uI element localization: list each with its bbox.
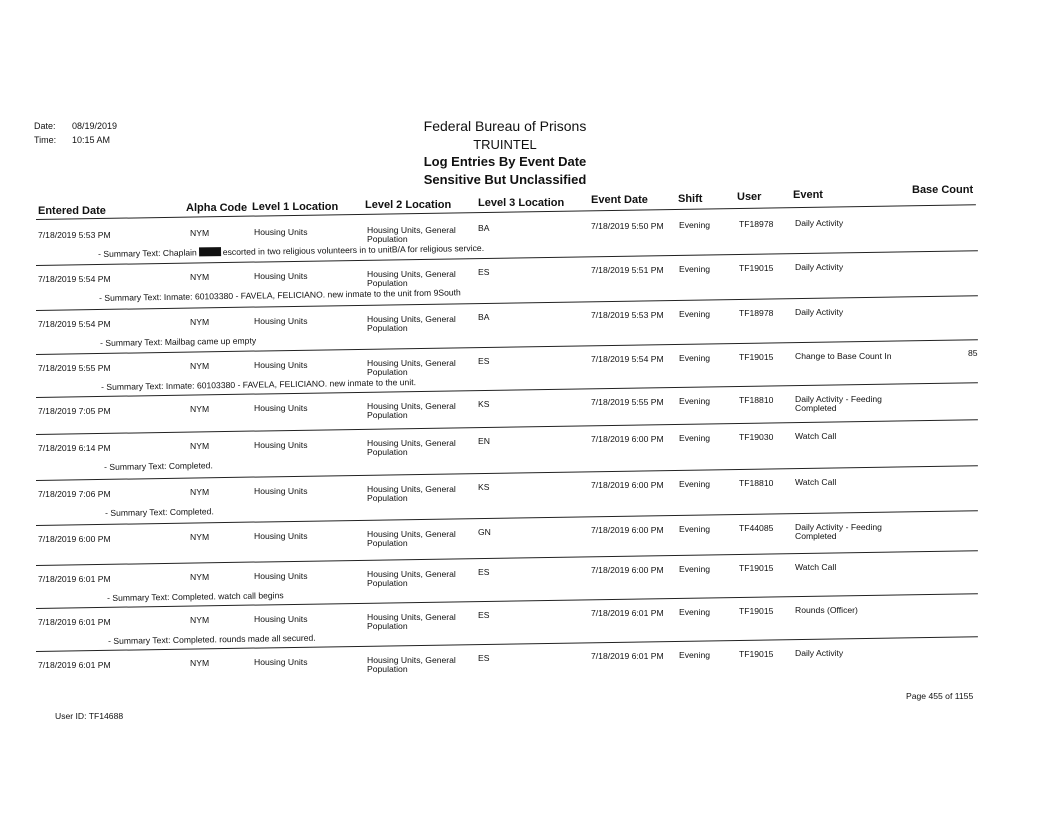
cell-level2: Housing Units, General Population	[367, 654, 456, 674]
cell-level3: GN	[478, 526, 491, 537]
cell-level3: ES	[478, 566, 490, 577]
cell-event: Change to Base Count In	[795, 350, 892, 361]
cell-event-date: 7/18/2019 6:00 PM	[591, 480, 664, 491]
cell-user: TF19030	[739, 431, 774, 442]
cell-level1: Housing Units	[254, 570, 308, 581]
cell-event: Watch Call	[795, 476, 837, 487]
cell-shift: Evening	[679, 263, 711, 274]
cell-level1: Housing Units	[254, 613, 308, 624]
cell-shift: Evening	[679, 563, 711, 574]
col-entered-date: Entered Date	[38, 205, 106, 217]
cell-entered-date: 7/18/2019 7:06 PM	[38, 489, 111, 499]
summary-text: - Summary Text: Mailbag came up empty	[100, 335, 257, 348]
cell-user: TF19015	[739, 648, 774, 659]
cell-shift: Evening	[679, 352, 711, 363]
cell-level2: Housing Units, General Population	[367, 437, 456, 457]
summary-text: - Summary Text: Completed.	[103, 460, 213, 472]
cell-alpha-code: NYM	[190, 271, 210, 282]
cell-event-date: 7/18/2019 6:01 PM	[591, 651, 664, 662]
cell-level1: Housing Units	[254, 359, 308, 370]
cell-level3: ES	[478, 609, 490, 620]
cell-alpha-code: NYM	[190, 531, 210, 542]
cell-level2: Housing Units, General Population	[367, 357, 456, 377]
cell-alpha-code: NYM	[190, 440, 210, 451]
summary-text-after: escorted in two religious volunteers in to unitB/A for religious service.	[222, 242, 485, 258]
cell-event: Daily Activity	[795, 647, 844, 658]
cell-level2: Housing Units, General Population	[367, 611, 456, 631]
cell-level3: BA	[478, 311, 490, 322]
col-user: User	[737, 191, 762, 203]
cell-user: TF19015	[739, 262, 774, 273]
cell-entered-date: 7/18/2019 6:01 PM	[38, 617, 111, 627]
cell-level2: Housing Units, General Population	[367, 483, 456, 503]
cell-level3: ES	[478, 652, 490, 663]
time-value: 10:15 AM	[72, 135, 111, 145]
cell-shift: Evening	[679, 395, 711, 406]
cell-alpha-code: NYM	[190, 316, 210, 327]
col-level3: Level 3 Location	[478, 197, 565, 209]
cell-entered-date: 7/18/2019 7:05 PM	[38, 406, 111, 416]
cell-shift: Evening	[679, 432, 711, 443]
cell-event-date: 7/18/2019 5:50 PM	[591, 221, 664, 232]
cell-level3: EN	[478, 435, 490, 446]
cell-event-date: 7/18/2019 6:00 PM	[591, 434, 664, 445]
system-title: TRUINTEL	[473, 137, 537, 152]
cell-event: Daily Activity	[795, 217, 844, 228]
cell-level2: Housing Units, General Population	[367, 313, 456, 333]
cell-shift: Evening	[679, 308, 711, 319]
classification-title: Sensitive But Unclassified	[423, 172, 587, 187]
cell-alpha-code: NYM	[190, 486, 210, 497]
cell-level1: Housing Units	[254, 402, 308, 413]
cell-level3: KS	[478, 398, 490, 409]
cell-event: Daily Activity	[795, 261, 844, 272]
cell-entered-date: 7/18/2019 5:55 PM	[38, 363, 111, 373]
date-value: 08/19/2019	[72, 121, 118, 131]
cell-event: Watch Call	[795, 430, 837, 441]
summary-text: - Summary Text: Inmate: 60103380 - FAVELA, FELICIANO. new inmate to the unit.	[101, 377, 417, 392]
cell-entered-date: 7/18/2019 5:54 PM	[38, 274, 111, 284]
summary-text: - Summary Text: Completed. watch call begins	[106, 590, 284, 603]
col-event-date: Event Date	[591, 194, 648, 206]
cell-level3: KS	[478, 481, 490, 492]
cell-event: Daily Activity - Feeding Completed	[795, 393, 882, 413]
cell-event-date: 7/18/2019 5:53 PM	[591, 310, 664, 321]
cell-event-date: 7/18/2019 5:54 PM	[591, 354, 664, 365]
cell-level1: Housing Units	[254, 485, 308, 496]
summary-text	[98, 243, 484, 259]
cell-level2: Housing Units, General Population	[367, 400, 456, 420]
redaction-block	[199, 247, 221, 256]
cell-alpha-code: NYM	[190, 657, 210, 668]
cell-user: TF19015	[739, 351, 774, 362]
cell-entered-date: 7/18/2019 6:01 PM	[38, 660, 111, 670]
date-label: Date:	[34, 121, 56, 131]
cell-entered-date: 7/18/2019 6:14 PM	[38, 443, 111, 453]
page-number: Page 455 of 1155	[906, 691, 974, 701]
summary-text: - Summary Text: Completed. rounds made all secured.	[107, 632, 316, 646]
cell-user: TF44085	[739, 522, 774, 533]
cell-level3: ES	[478, 266, 490, 277]
cell-user: TF19015	[739, 562, 774, 573]
cell-alpha-code: NYM	[190, 403, 210, 414]
col-shift: Shift	[678, 193, 703, 205]
cell-shift: Evening	[679, 219, 711, 230]
report-title: Log Entries By Event Date	[423, 154, 587, 169]
cell-entered-date: 7/18/2019 5:53 PM	[38, 230, 111, 240]
cell-event-date: 7/18/2019 6:00 PM	[591, 525, 664, 536]
cell-level2: Housing Units, General Population	[367, 224, 456, 244]
cell-shift: Evening	[679, 523, 711, 534]
cell-level1: Housing Units	[254, 270, 308, 281]
cell-event-date: 7/18/2019 6:01 PM	[591, 608, 664, 619]
cell-level1: Housing Units	[254, 439, 308, 450]
cell-level2: Housing Units, General Population	[367, 528, 456, 548]
cell-alpha-code: NYM	[190, 571, 210, 582]
cell-user: TF18810	[739, 394, 774, 405]
cell-level2: Housing Units, General Population	[367, 268, 456, 288]
cell-entered-date: 7/18/2019 6:00 PM	[38, 534, 111, 544]
col-level1: Level 1 Location	[252, 201, 339, 213]
cell-user: TF18978	[739, 307, 774, 318]
cell-alpha-code: NYM	[190, 360, 210, 371]
summary-text: - Summary Text: Completed.	[104, 506, 214, 518]
cell-shift: Evening	[679, 606, 711, 617]
cell-event-date: 7/18/2019 5:51 PM	[591, 265, 664, 276]
cell-event: Watch Call	[795, 561, 837, 572]
user-id: User ID: TF14688	[55, 711, 124, 721]
col-alpha-code: Alpha Code	[186, 202, 248, 214]
col-base-count: Base Count	[912, 184, 974, 196]
report-date	[34, 121, 117, 131]
cell-shift: Evening	[679, 649, 711, 660]
cell-user: TF18810	[739, 477, 774, 488]
col-level2: Level 2 Location	[365, 199, 452, 211]
agency-title: Federal Bureau of Prisons	[423, 118, 587, 134]
cell-user: TF18978	[739, 218, 774, 229]
cell-event: Daily Activity	[795, 306, 844, 317]
cell-shift: Evening	[679, 478, 711, 489]
report-time	[34, 135, 110, 145]
cell-entered-date: 7/18/2019 6:01 PM	[38, 574, 111, 584]
cell-entered-date: 7/18/2019 5:54 PM	[38, 319, 111, 329]
cell-alpha-code: NYM	[190, 227, 210, 238]
cell-event: Rounds (Officer)	[795, 604, 858, 615]
cell-level1: Housing Units	[254, 226, 308, 237]
summary-text-before: - Summary Text: Chaplain	[98, 247, 197, 259]
cell-base-count: 85	[968, 348, 978, 359]
cell-level1: Housing Units	[254, 656, 308, 667]
cell-event-date: 7/18/2019 5:55 PM	[591, 397, 664, 408]
col-event: Event	[793, 189, 823, 201]
cell-alpha-code: NYM	[190, 614, 210, 625]
cell-event-date: 7/18/2019 6:00 PM	[591, 565, 664, 576]
summary-text: - Summary Text: Inmate: 60103380 - FAVELA, FELICIANO. new inmate to the unit from 9South	[99, 287, 461, 303]
cell-level1: Housing Units	[254, 315, 308, 326]
cell-level3: BA	[478, 222, 490, 233]
cell-level3: ES	[478, 355, 490, 366]
time-label: Time:	[34, 135, 57, 145]
cell-event: Daily Activity - Feeding Completed	[795, 521, 882, 541]
cell-level1: Housing Units	[254, 530, 308, 541]
cell-level2: Housing Units, General Population	[367, 568, 456, 588]
cell-user: TF19015	[739, 605, 774, 616]
